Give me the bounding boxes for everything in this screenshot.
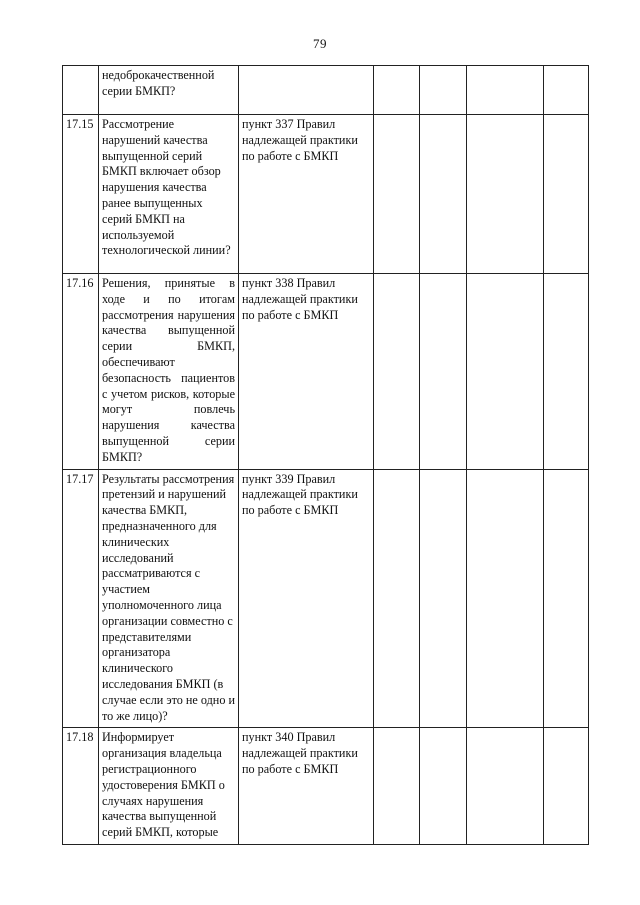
answer-na-cell <box>467 274 544 470</box>
note-cell <box>544 66 589 115</box>
question-cell: Информирует организация владельца регистрационного удостоверения БМКП о случаях нарушения качества выпущенной серий БМКП, которые <box>99 728 239 845</box>
reference-cell: пункт 339 Правил надлежащей практики по работе с БМКП <box>239 469 374 728</box>
answer-no-cell <box>420 66 467 115</box>
row-number-cell <box>63 66 99 115</box>
checklist-table <box>62 65 589 845</box>
reference-cell <box>239 66 374 115</box>
answer-no-cell <box>420 115 467 274</box>
note-cell <box>544 115 589 274</box>
table-row <box>63 274 589 470</box>
row-number-cell: 17.17 <box>63 469 99 728</box>
answer-yes-cell <box>374 66 420 115</box>
reference-cell: пункт 338 Правил надлежащей практики по работе с БМКП <box>239 274 374 470</box>
question-cell: Решения, принятые в ходе и по итогам рассмотрения нарушения качества выпущенной серии БМКП, обеспечивают безопасность пациентов с учетом рисков, которые могут повлечь нарушения качества выпущенной серии БМКП? <box>99 274 239 470</box>
answer-yes-cell <box>374 274 420 470</box>
answer-na-cell <box>467 115 544 274</box>
answer-na-cell <box>467 469 544 728</box>
page-number: 79 <box>313 36 327 51</box>
reference-cell: пункт 337 Правил надлежащей практики по работе с БМКП <box>239 115 374 274</box>
question-cell: недоброкачественной серии БМКП? <box>99 66 239 115</box>
answer-yes-cell <box>374 469 420 728</box>
table-row <box>63 66 589 115</box>
table-row <box>63 115 589 274</box>
note-cell <box>544 728 589 845</box>
reference-cell: пункт 340 Правил надлежащей практики по работе с БМКП <box>239 728 374 845</box>
row-number-cell: 17.18 <box>63 728 99 845</box>
answer-no-cell <box>420 469 467 728</box>
question-cell: Результаты рассмотрения претензий и нарушений качества БМКП, предназначенного для клинических исследований рассматриваются с участием уполномоченного лица организации совместно с представителями организатора клинического исследования БМКП (в случае если это не одно и то же лицо)? <box>99 469 239 728</box>
row-number-cell: 17.16 <box>63 274 99 470</box>
answer-no-cell <box>420 728 467 845</box>
note-cell <box>544 274 589 470</box>
row-number-cell: 17.15 <box>63 115 99 274</box>
answer-yes-cell <box>374 115 420 274</box>
question-cell: Рассмотрение нарушений качества выпущенной серий БМКП включает обзор нарушения качества ранее выпущенных серий БМКП на используемой технологической линии? <box>99 115 239 274</box>
note-cell <box>544 469 589 728</box>
answer-no-cell <box>420 274 467 470</box>
answer-na-cell <box>467 66 544 115</box>
table-row <box>63 469 589 728</box>
table-row <box>63 728 589 845</box>
answer-na-cell <box>467 728 544 845</box>
answer-yes-cell <box>374 728 420 845</box>
